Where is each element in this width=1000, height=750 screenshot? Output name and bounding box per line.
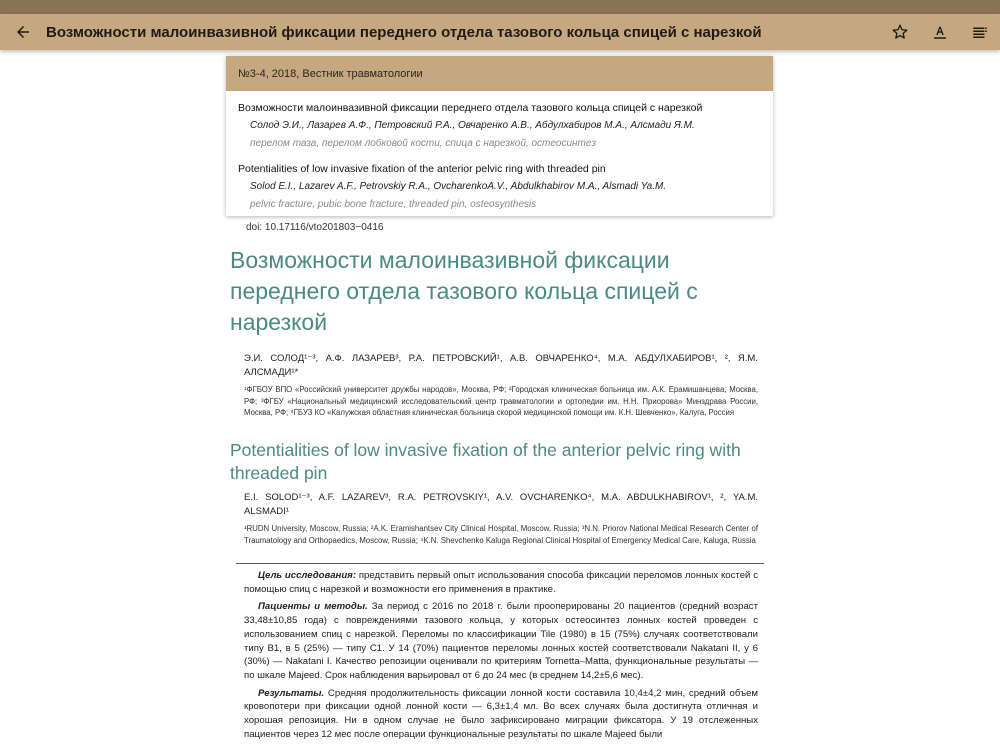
article-title-en[interactable]: Potentialities of low invasive fixation of the anterior pelvic ring with threaded pin [238, 163, 606, 175]
authors-ru: Солод Э.И., Лазарев А.Ф., Петровский Р.А., Овчаренко А.В., Абдулхабиров М.А., Алсмади Я.М. [250, 120, 695, 131]
methods-label: Пациенты и методы. [258, 601, 368, 613]
doi-text: doi: 10.17116/vto201803−0416 [246, 222, 384, 233]
page-title: Возможности малоинвазивной фиксации переднего отдела тазового кольца спицей с нарезкой [46, 23, 762, 41]
abstract-methods [244, 600, 758, 682]
app-bar [0, 14, 1000, 50]
methods-text: За период с 2016 по 2018 г. были прооперированы 20 пациентов (средний возраст 33,48±10,85 года) с повреждениями тазового кольца, у которых остеосинтез лонных костей проведен с использованием спиц с нарезкой. Переломы по классификации Tile (1980) в 15 (75%) случаях соответствовали типу B1, в 5 (25%) — типу C1. У 14 (70%) пациентов переломы лонных костей соответствовали Nakatani II, у 6 (30%) — Nakatani I. Качество репозиции оценивали по критериям Tornetta–Matta, функциональные результаты — по шкале Majeed. Срок наблюдения варьировал от 6 до 24 мес (в среднем 14,2±5,6 мес). [244, 601, 758, 681]
text-format-icon [931, 23, 949, 41]
aim-text: представить первый опыт использования способа фиксации переломов лонных костей с помощью спиц с нарезкой и возможности его применения в практике. [244, 570, 758, 595]
affiliations-ru: ¹ФГБОУ ВПО «Российский университет дружбы народов», Москва, РФ; ²Городская клиническая больница им. А.К. Ерамишанцева, Москва, РФ; ³ФГБУ «Национальный медицинский исследовательский центр травматологии и ортопедии им. Н.Н. Приорова» Минздрава России, Москва, РФ; ⁴ГБУЗ КО «Калужская областная клиническая больница скорой медицинской помощи им. К.Н. Шевченко», Калуга, Россия [244, 385, 758, 418]
star-icon [891, 23, 909, 41]
document-title-ru: Возможности малоинвазивной фиксации переднего отдела тазового кольца спицей с нарезкой [230, 247, 698, 335]
article-title-ru[interactable]: Возможности малоинвазивной фиксации переднего отдела тазового кольца спицей с нарезкой [238, 102, 703, 114]
document-authors-en: E.I. SOLOD¹⁻³, A.F. LAZAREV³, R.A. PETROVSKIY¹, A.V. OVCHARENKO⁴, M.A. ABDULKHABIROV¹, ², YA.M. ALSMADI¹ [244, 492, 758, 517]
keywords-en: pelvic fracture, pubic bone fracture, threaded pin, osteosynthesis [250, 199, 537, 210]
journal-issue-header: №3-4, 2018, Вестник травматологии [226, 56, 773, 91]
abstract [244, 569, 758, 745]
contents-menu-button[interactable] [960, 14, 1000, 50]
article-info-card [226, 56, 773, 216]
keywords-ru: перелом таза, перелом лобковой кости, спица с нарезкой, остеосинтез [250, 138, 596, 149]
abstract-results [244, 687, 758, 742]
text-format-button[interactable] [920, 14, 960, 50]
authors-en: Solod E.I., Lazarev A.F., Petrovskiy R.A., OvcharenkoA.V., Abdulkhabirov M.A., Alsmadi Ya.M. [250, 181, 667, 192]
results-label: Результаты. [258, 687, 325, 699]
document-title-en: Potentialities of low invasive fixation of the anterior pelvic ring with threaded pin [230, 440, 741, 483]
section-divider [236, 563, 764, 564]
document-authors-ru: Э.И. СОЛОД¹⁻³, А.Ф. ЛАЗАРЕВ³, Р.А. ПЕТРОВСКИЙ¹, А.В. ОВЧАРЕНКО⁴, М.А. АБДУЛХАБИРОВ¹, ², Я.М. АЛСМАДИ¹* [244, 353, 758, 378]
aim-label: Цель исследования: [258, 570, 357, 581]
bookmark-button[interactable] [880, 14, 920, 50]
arrow-left-icon [14, 23, 32, 41]
back-button[interactable] [0, 14, 46, 50]
results-text: Средняя продолжительность фиксации лонной кости составила 10,4±4,2 мин, средний объем кровопотери при фиксации одной лонной кости — 6,3±1,4 мл. Во всех случаях была достигнута отличная и хорошая репозиция. Ни в одном случае не было зафиксировано миграции фиксатора. У 19 отслеженных пациентов через 12 мес после операции функциональные результаты по шкале Majeed были [244, 687, 758, 740]
affiliations-en: ¹RUDN University, Moscow, Russia; ²A.K. Eramishantsev City Clinical Hospital, Moscow, Russia; ³N.N. Priorov National Medical Research Center of Traumatology and Orthopaedics, Moscow, Russia; ⁴K.N. Shevchenko Kaluga Regional Clinical Hospital of Emergency Medical Care, Kaluga, Russia [244, 524, 758, 545]
abstract-aim [244, 569, 758, 596]
toc-menu-icon [971, 23, 989, 41]
